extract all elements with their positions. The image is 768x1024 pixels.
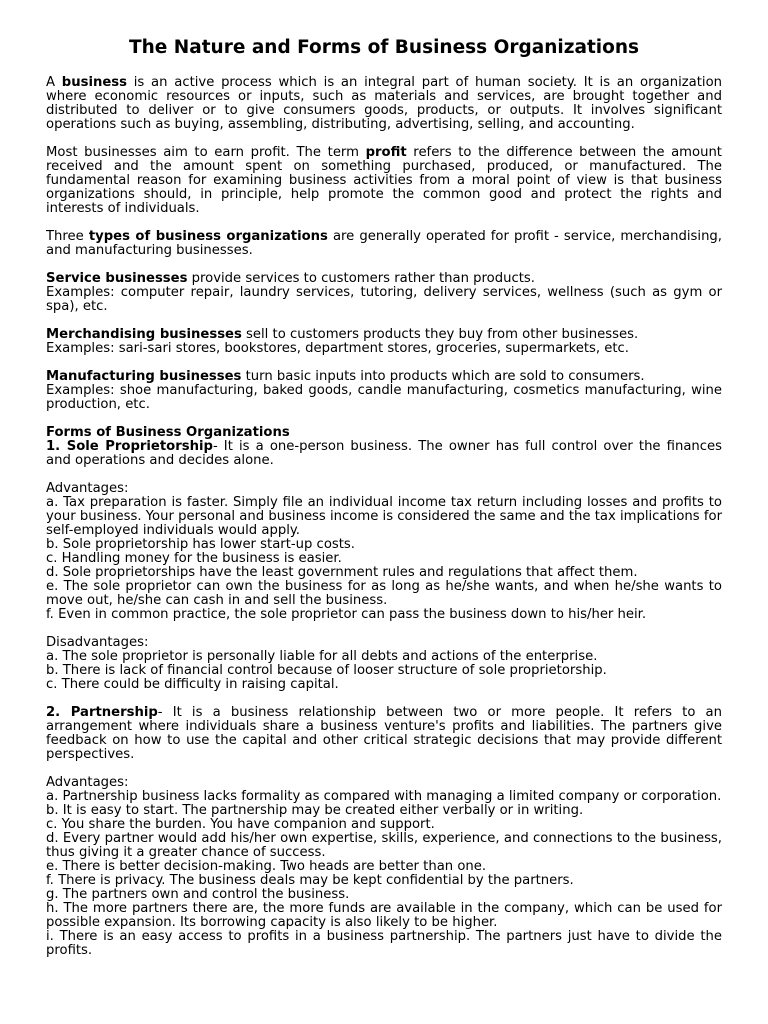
manufacturing-desc: turn basic inputs into products which are sold to consumers. <box>241 369 645 384</box>
partnership-term: 2. Partnership <box>46 705 158 720</box>
profit-pre: Most businesses aim to earn profit. The term <box>46 145 366 160</box>
types-term: types of business organizations <box>88 229 328 244</box>
document-body <box>46 76 722 958</box>
list-item: a. Partnership business lacks formality as compared with managing a limited company or corporation. <box>46 789 722 804</box>
service-term: Service businesses <box>46 271 188 286</box>
types-paragraph <box>46 230 722 258</box>
list-item: f. There is privacy. The business deals may be kept confidential by the partners. <box>46 873 574 888</box>
list-item: c. You share the burden. You have companion and support. <box>46 817 435 832</box>
list-item: e. There is better decision-making. Two heads are better than one. <box>46 859 487 874</box>
list-item: a. Tax preparation is faster. Simply file an individual income tax return including losses and profits to your business. Your personal and business income is considered the same and the tax implications for self-employed individuals would apply. <box>46 495 722 538</box>
manufacturing-term: Manufacturing businesses <box>46 369 242 384</box>
sole-proprietorship-paragraph <box>46 426 722 468</box>
list-item: g. The partners own and control the business. <box>46 887 350 902</box>
merchandising-desc: sell to customers products they buy from other businesses. <box>241 327 639 342</box>
sole-advantages-label: Advantages: <box>46 481 129 496</box>
list-item: h. The more partners there are, the more funds are available in the company, which can be used for possible expansion. Its borrowing capacity is also likely to be higher. <box>46 901 722 930</box>
sole-desc: - It is a one-person business. The owner has full control over the finances and operations and decides alone. <box>46 439 722 468</box>
types-post: are generally operated for profit - service, merchandising, and manufacturing businesses. <box>46 229 722 258</box>
list-item: b. There is lack of financial control because of looser structure of sole proprietorship. <box>46 663 607 678</box>
page-title: The Nature and Forms of Business Organizations <box>128 37 640 58</box>
list-item: c. There could be difficulty in raising capital. <box>46 677 339 692</box>
list-item: d. Sole proprietorships have the least government rules and regulations that affect them. <box>46 565 638 580</box>
partnership-desc: - It is a business relationship between two or more people. It refers to an arrangement where individuals share a business venture's profits and liabilities. The partners give feedback on how to use the capital and other critical strategic decisions that may provide different perspectives. <box>46 705 722 762</box>
forms-heading: Forms of Business Organizations <box>46 425 290 440</box>
types-pre: Three <box>46 229 89 244</box>
partnership-paragraph <box>46 706 722 762</box>
intro-paragraph <box>46 76 722 132</box>
intro-pre: A <box>46 75 62 90</box>
list-item: a. The sole proprietor is personally liable for all debts and actions of the enterprise. <box>46 649 598 664</box>
partnership-advantages <box>46 776 722 958</box>
profit-term: profit <box>365 145 407 160</box>
list-item: i. There is an easy access to profits in a business partnership. The partners just have to divide the profits. <box>46 929 722 958</box>
partnership-advantages-label: Advantages: <box>46 775 129 790</box>
list-item: e. The sole proprietor can own the business for as long as he/she wants, and when he/she wants to move out, he/she can cash in and sell the business. <box>46 579 722 608</box>
list-item: c. Handling money for the business is easier. <box>46 551 342 566</box>
list-item: d. Every partner would add his/her own expertise, skills, experience, and connections to the business, thus giving it a greater chance of success. <box>46 831 722 860</box>
merchandising-term: Merchandising businesses <box>46 327 242 342</box>
manufacturing-paragraph <box>46 370 722 412</box>
service-examples: Examples: computer repair, laundry services, tutoring, delivery services, wellness (such as gym or spa), etc. <box>46 285 722 314</box>
profit-paragraph <box>46 146 722 216</box>
list-item: b. It is easy to start. The partnership may be created either verbally or in writing. <box>46 803 584 818</box>
merchandising-paragraph <box>46 328 722 356</box>
service-desc: provide services to customers rather than products. <box>187 271 535 286</box>
intro-post: is an active process which is an integral part of human society. It is an organization where economic resources or inputs, such as materials and services, are brought together and distributed to deliver or to give consumers goods, products, or outputs. It involves significant operations such as buying, assembling, distributing, advertising, selling, and accounting. <box>46 75 722 132</box>
merchandising-examples: Examples: sari-sari stores, bookstores, department stores, groceries, supermarkets, etc. <box>46 341 629 356</box>
sole-advantages <box>46 482 722 622</box>
profit-post: refers to the difference between the amount received and the amount spent on something purchased, produced, or manufactured. The fundamental reason for examining business activities from a moral point of view is that business organizations should, in principle, help promote the common good and protect the rights and interests of individuals. <box>46 145 722 216</box>
sole-disadvantages <box>46 636 722 692</box>
manufacturing-examples: Examples: shoe manufacturing, baked goods, candle manufacturing, cosmetics manufacturing, wine production, etc. <box>46 383 722 412</box>
list-item: f. Even in common practice, the sole proprietor can pass the business down to his/her heir. <box>46 607 647 622</box>
intro-term: business <box>61 75 128 90</box>
service-paragraph <box>46 272 722 314</box>
list-item: b. Sole proprietorship has lower start-up costs. <box>46 537 355 552</box>
sole-disadvantages-label: Disadvantages: <box>46 635 149 650</box>
sole-term: 1. Sole Proprietorship <box>46 439 213 454</box>
